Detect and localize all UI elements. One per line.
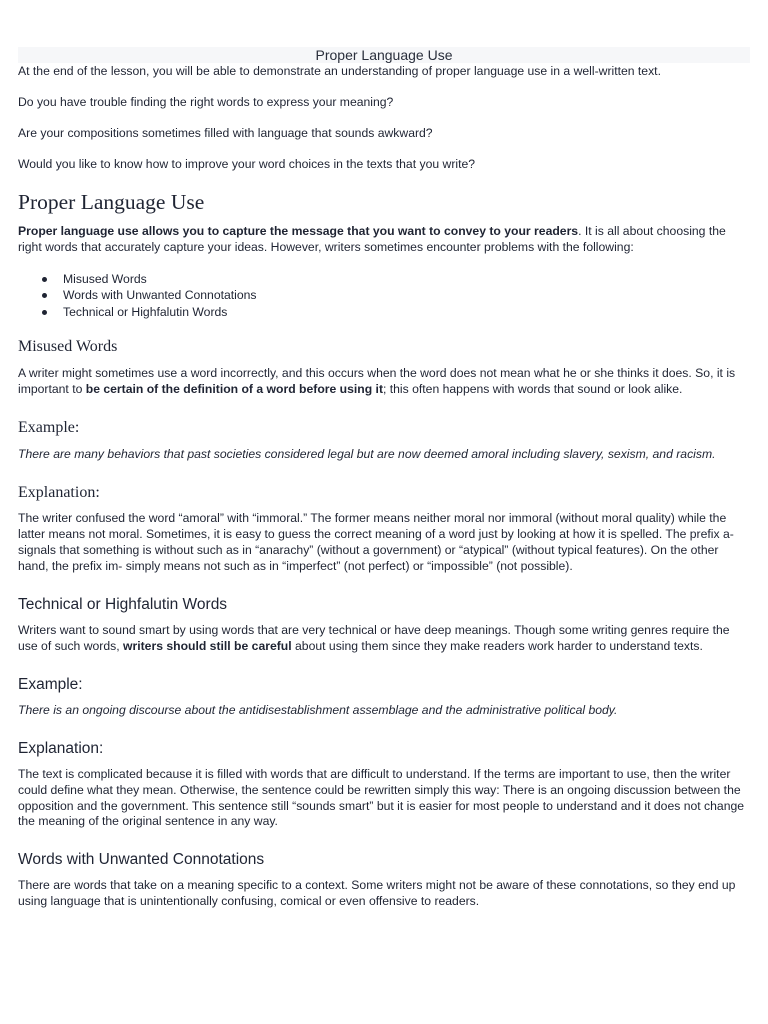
list-item: Technical or Highfalutin Words xyxy=(63,304,750,321)
intro-question-1: Do you have trouble finding the right words to express your meaning? xyxy=(18,94,394,109)
intro-question-3: Would you like to know how to improve your word choices in the texts that you write? xyxy=(18,156,476,171)
connotations-heading: Words with Unwanted Connotations xyxy=(18,851,265,869)
main-lead-paragraph xyxy=(18,224,750,256)
explanation-heading: Explanation: xyxy=(18,739,104,757)
example-text: There is an ongoing discourse about the antidisestablishment assemblage and the administrative political body. xyxy=(18,702,618,717)
list-item: Words with Unwanted Connotations xyxy=(63,287,750,304)
document-header-title: Proper Language Use xyxy=(18,47,750,63)
explanation-text: The text is complicated because it is filled with words that are difficult to understand. If the terms are important to use, then the writer could define what they mean. Otherwise, the sentence could be rewritten simply this way: There is an ongoing discussion between the opposition and the government. This sentence still “sounds smart” but it is easier for most people to understand and it does not change the meaning of the original sentence in any way. xyxy=(18,766,745,829)
lead-bold-text: Proper language use allows you to capture the message that you want to convey to your readers xyxy=(18,224,579,239)
example-text: There are many behaviors that past societies considered legal but are now deemed amoral including slavery, sexism, and racism. xyxy=(18,446,716,461)
misused-text-before: A writer might sometimes use a word incorrectly, and this occurs when the word does not mean what he or she thinks it does. So, it is important to xyxy=(18,366,736,397)
list-item: Misused Words xyxy=(63,271,750,288)
lead-rest-text: . It is all about choosing the right words that accurately capture your ideas. However, writers sometimes encounter problems with the following: xyxy=(18,224,726,255)
document-page xyxy=(18,0,750,910)
technical-text-before: Writers want to sound smart by using words that are very technical or have deep meanings. Though some writing genres require the use of such words, xyxy=(18,623,730,653)
misused-bold-text: be certain of the definition of a word before using it xyxy=(85,382,383,397)
technical-words-paragraph xyxy=(18,623,750,655)
misused-text-after: ; this often happens with words that sound or look alike. xyxy=(383,382,683,397)
lesson-objective: At the end of the lesson, you will be able to demonstrate an understanding of proper language use in a well-written text. xyxy=(18,64,661,78)
misused-words-paragraph xyxy=(18,366,750,398)
example-heading: Example: xyxy=(18,418,80,436)
intro-question-2: Are your compositions sometimes filled with language that sounds awkward? xyxy=(18,125,433,140)
connotations-paragraph: There are words that take on a meaning specific to a context. Some writers might not be aware of these connotations, so they end up using language that is unintentionally confusing, comical or even offensive to readers. xyxy=(18,878,736,909)
technical-words-heading: Technical or Highfalutin Words xyxy=(18,595,228,613)
explanation-text: The writer confused the word “amoral” with “immoral.” The former means neither moral nor immoral (without moral quality) while the latter means not moral. Sometimes, it is easy to guess the correct meaning of a word just by looking at how it is spelled. The prefix a- signals that something is without such as in “anarachy” (without a government) or “atypical” (without typical features). On the other hand, the prefix im- simply means not such as in “imperfect” (not perfect) or “impossible” (not possible). xyxy=(18,511,734,573)
example-heading: Example: xyxy=(18,675,83,693)
explanation-heading: Explanation: xyxy=(18,483,100,501)
technical-text-after: about using them since they make readers work harder to understand texts. xyxy=(291,638,703,653)
technical-bold-text: writers should still be careful xyxy=(123,638,292,653)
misused-words-heading: Misused Words xyxy=(18,338,118,356)
main-heading: Proper Language Use xyxy=(18,190,205,215)
problem-list xyxy=(18,271,750,321)
